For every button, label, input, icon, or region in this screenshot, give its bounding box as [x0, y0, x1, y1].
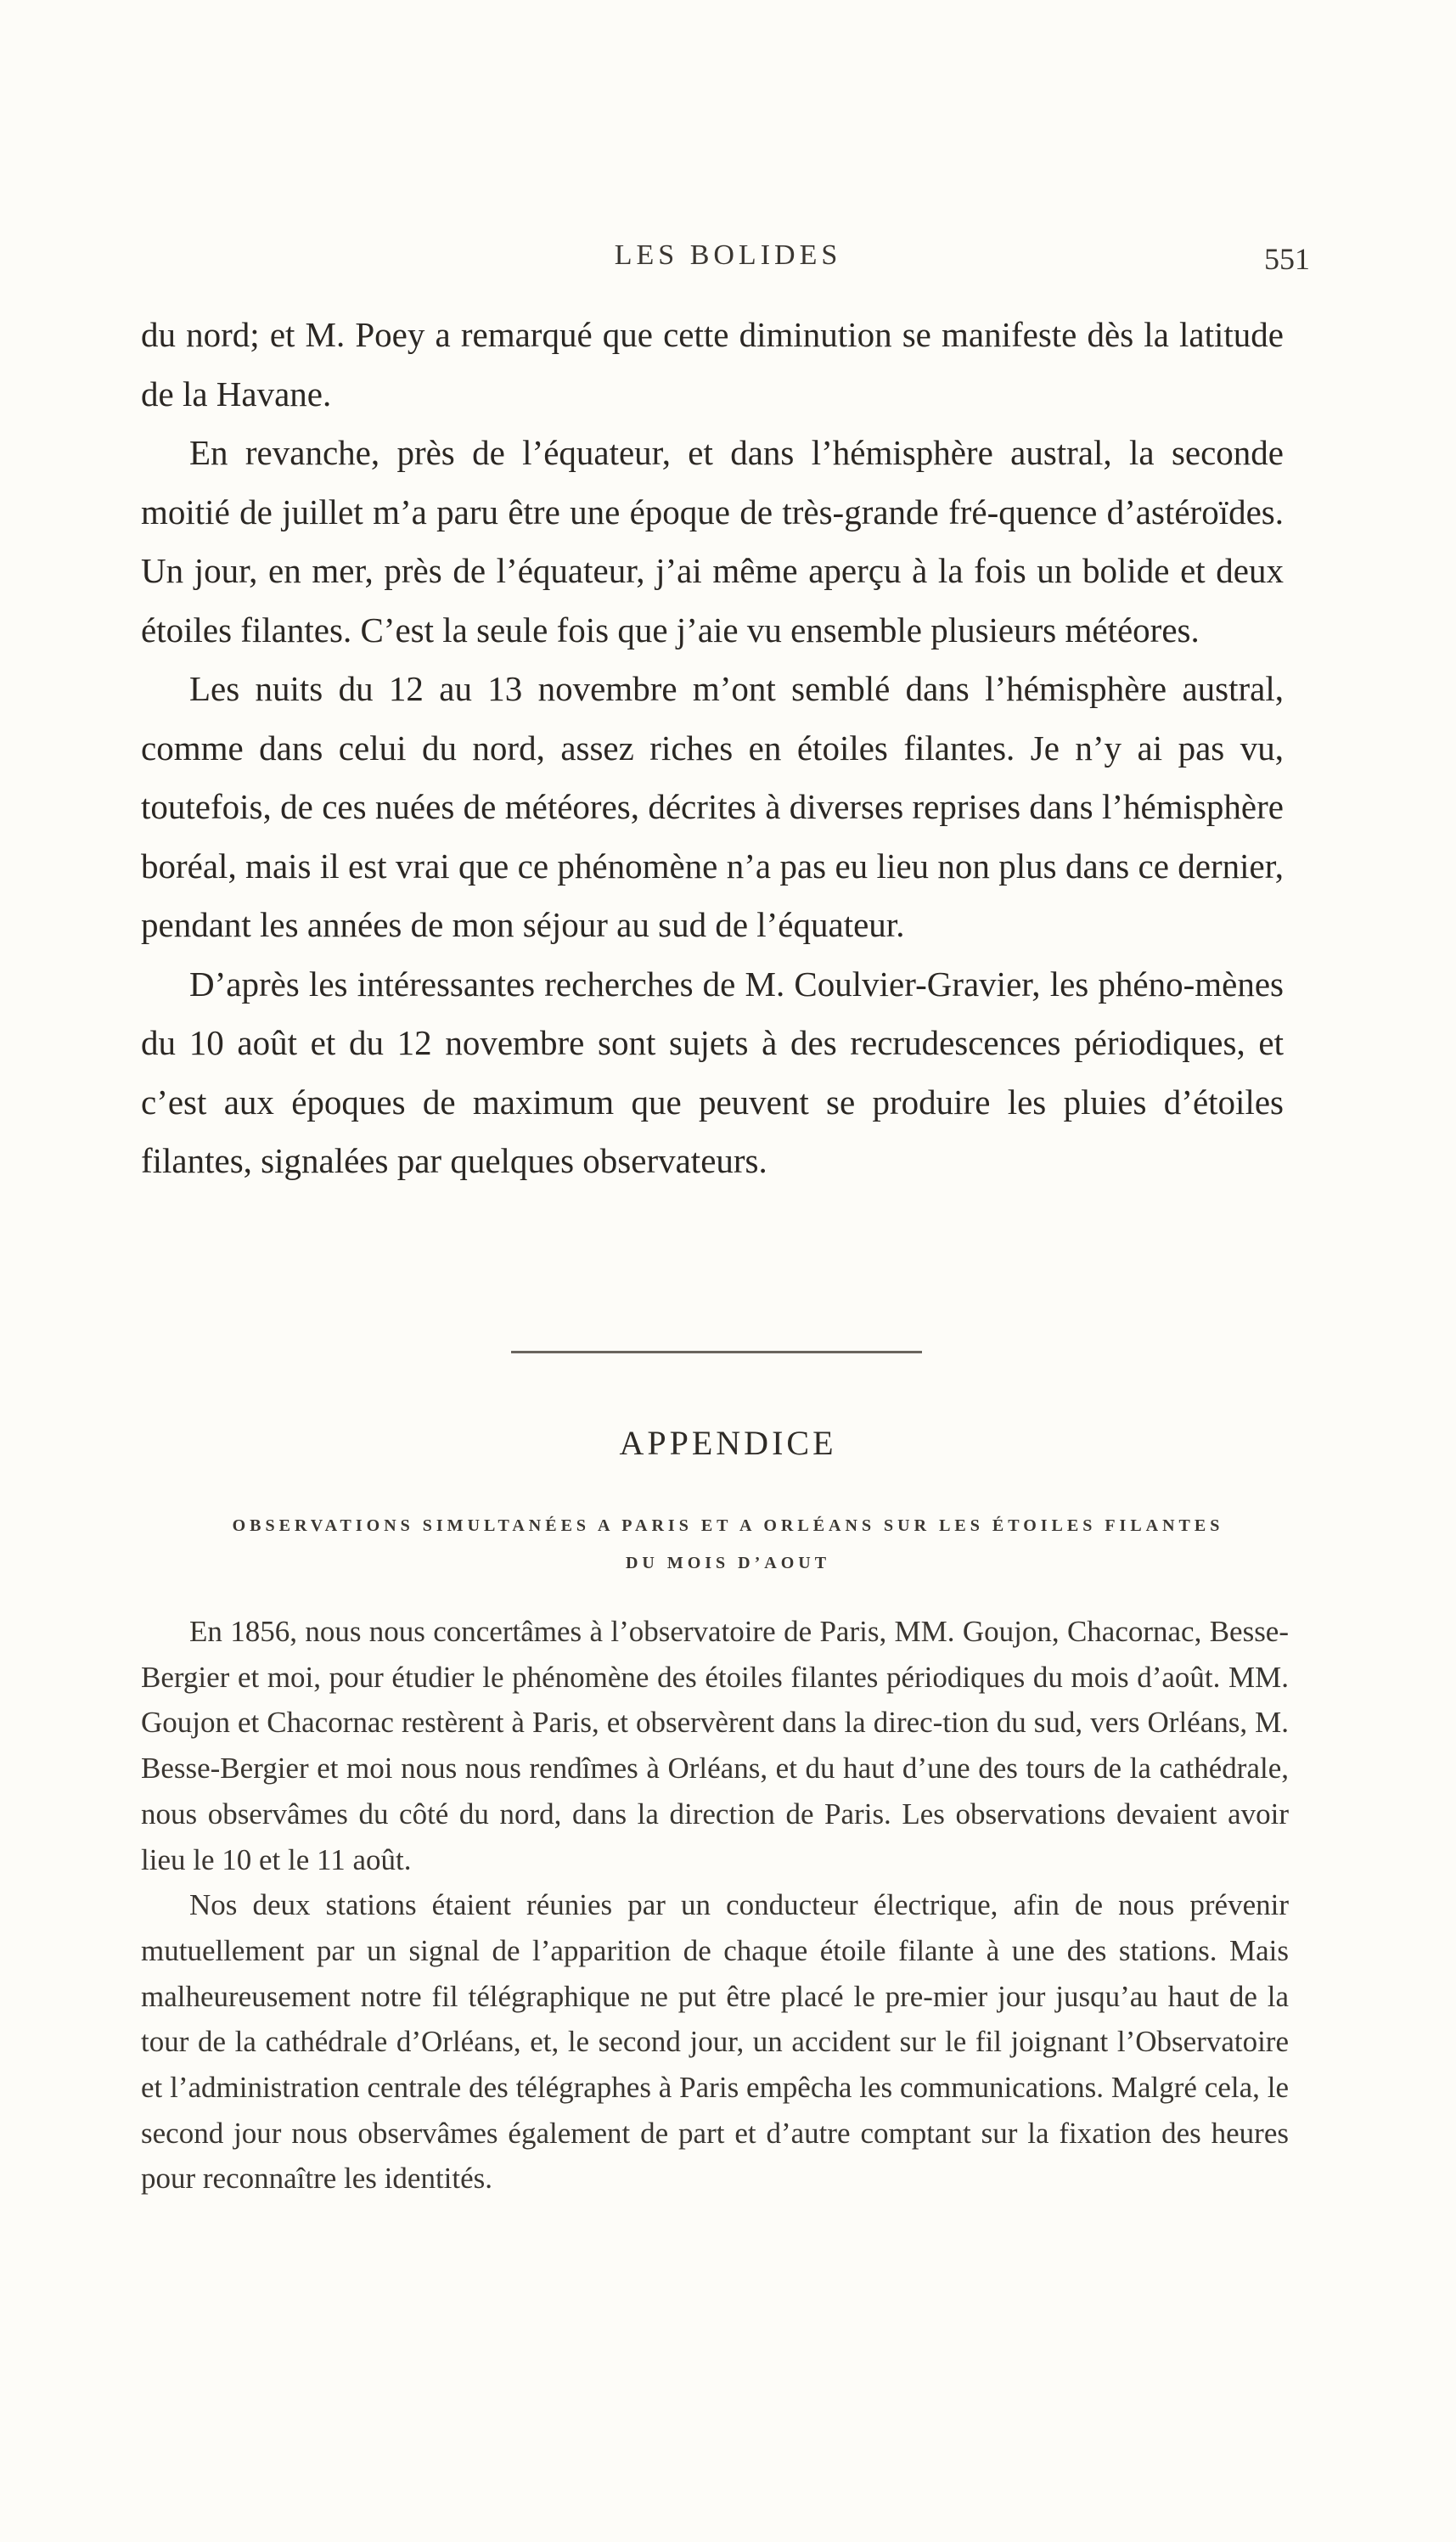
- section-separator: [511, 1351, 922, 1353]
- paragraph: Les nuits du 12 au 13 novembre m’ont semblé dans l’hémisphère austral, comme dans celui du nord, assez riches en étoiles filantes. Je n’y ai pas vu, toutefois, de ces nuées de météores, décrites à diverses reprises dans l’hémisphère boréal, mais il est vrai que ce phénomène n’a pas eu lieu non plus dans ce dernier, pendant les années de mon séjour au sud de l’équateur.: [141, 669, 1284, 944]
- appendix-title: APPENDICE: [619, 1424, 837, 1462]
- appendix-subtitle: OBSERVATIONS SIMULTANÉES A PARIS ET A ORLÉANS SUR LES ÉTOILES FILANTES DU MOIS D’AOUT: [232, 1516, 1224, 1572]
- running-head: [0, 239, 1456, 276]
- paragraph: du nord; et M. Poey a remarqué que cette diminution se manifeste dès la latitude de la Havane.: [141, 315, 1284, 413]
- page-number: 551: [1264, 242, 1310, 276]
- paragraph: En 1856, nous nous concertâmes à l’observatoire de Paris, MM. Goujon, Chacornac, Besse-Bergier et moi, pour étudier le phénomène des étoiles filantes périodiques du mois d’août. MM. Goujon et Chacornac restèrent à Paris, et observèrent dans la direc-tion du sud, vers Orléans, M. Besse-Bergier et moi nous nous rendîmes à Orléans, et du haut d’une des tours de la cathédrale, nous observâmes du côté du nord, dans la direction de Paris. Les observations devaient avoir lieu le 10 et le 11 août.: [141, 1615, 1289, 1876]
- running-title: LES BOLIDES: [614, 239, 842, 271]
- paragraph: En revanche, près de l’équateur, et dans l’hémisphère austral, la seconde moitié de juillet m’a paru être une époque de très-grande fré-quence d’astéroïdes. Un jour, en mer, près de l’équateur, j’ai même aperçu à la fois un bolide et deux étoiles filantes. C’est la seule fois que j’aie vu ensemble plusieurs météores.: [141, 433, 1284, 650]
- paragraph: Nos deux stations étaient réunies par un conducteur électrique, afin de nous prévenir mutuellement par un signal de l’apparition de chaque étoile filante à une des stations. Mais malheureusement notre fil télégraphique ne put être placé le pre-mier jour jusqu’au haut de la tour de la cathédrale d’Orléans, et, le second jour, un accident sur le fil joignant l’Observatoire et l’administration centrale des télégraphes à Paris empêcha les communications. Malgré cela, le second jour nous observâmes également de part et d’autre comptant sur la fixation des heures pour reconnaître les identités.: [141, 1888, 1289, 2196]
- appendix-text: [141, 1609, 1289, 2202]
- paragraph: D’après les intéressantes recherches de M. Coulvier-Gravier, les phéno-mènes du 10 août et du 12 novembre sont sujets à des recrudescences périodiques, et c’est aux époques de maximum que peuvent se produire les pluies d’étoiles filantes, signalées par quelques observateurs.: [141, 964, 1284, 1180]
- main-text: [141, 306, 1284, 1191]
